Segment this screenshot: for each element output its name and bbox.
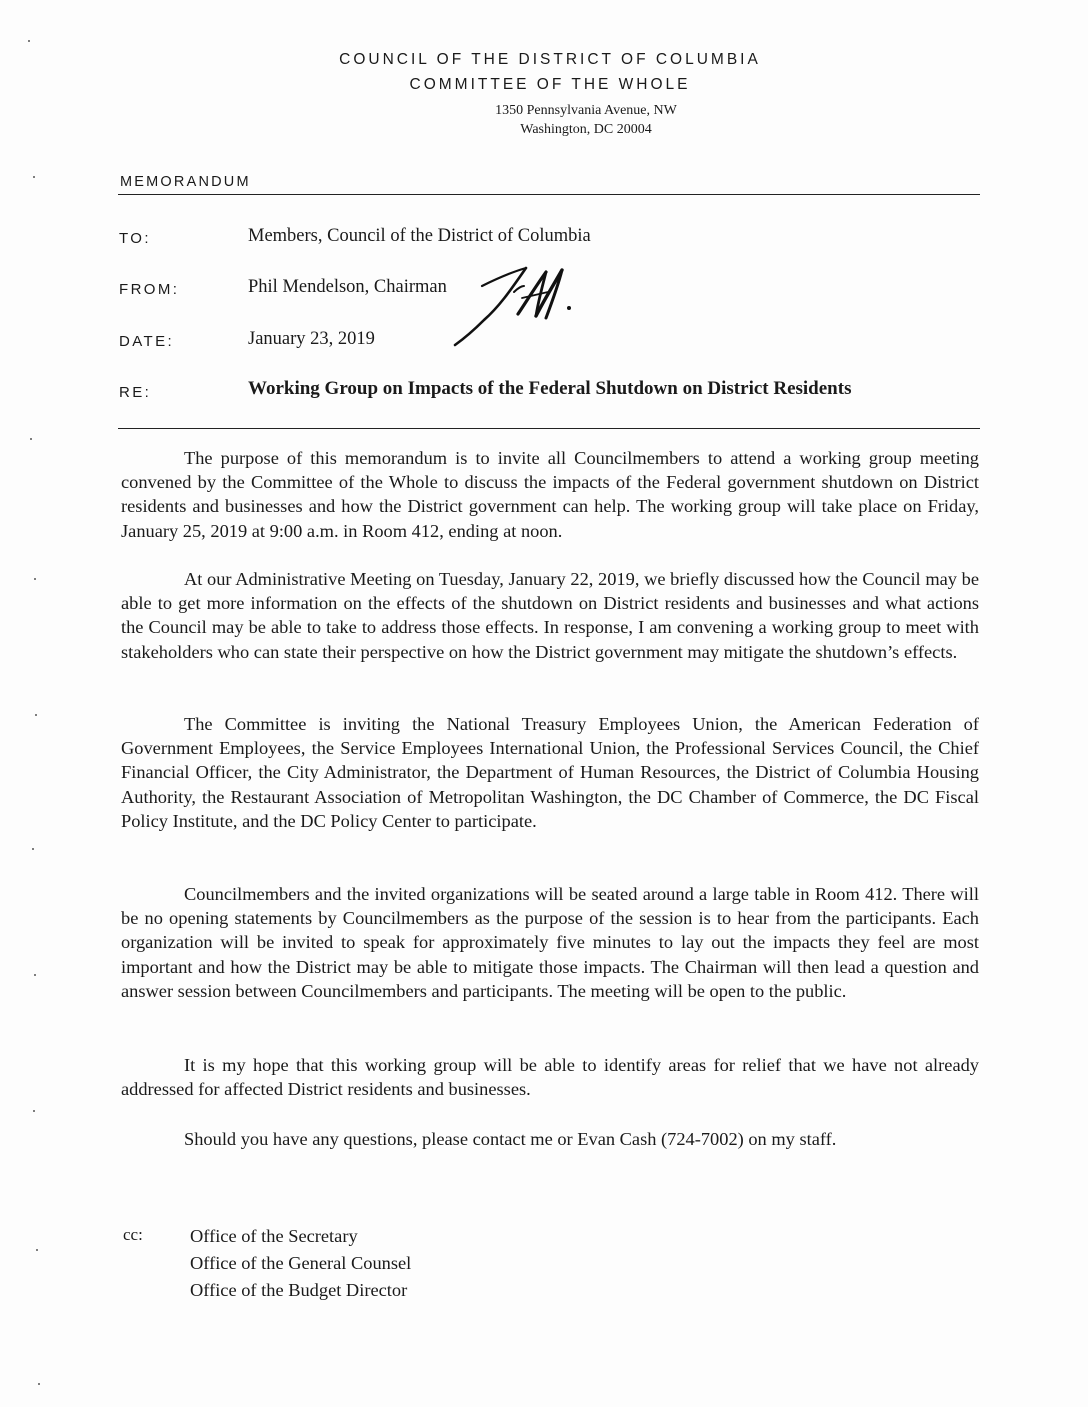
re-label: RE: — [119, 384, 152, 401]
date-label: DATE: — [119, 333, 175, 350]
cc-recipient: Office of the General Counsel — [190, 1253, 412, 1273]
body-paragraph-hope: It is my hope that this working group will be able to identify areas for relief that we have not already addressed for affected District residents and businesses. — [121, 1055, 979, 1100]
date-value: January 23, 2019 — [248, 329, 375, 349]
body-paragraph-format: Councilmembers and the invited organizations will be seated around a large table in Room 412. There will be no opening statements by Councilmembers as the purpose of the session is to hear from the participants. Each organization will be invited to speak for approximately five minutes to lay out the impacts they feel are most important and how the District may be able to mitigate those impacts. The Chairman will then lead a question and answer session between Councilmembers and participants. The meeting will be open to the public. — [121, 884, 979, 1001]
to-value: Members, Council of the District of Columbia — [248, 226, 591, 246]
chairman-signature — [452, 258, 582, 348]
body-paragraph-background: At our Administrative Meeting on Tuesday, January 22, 2019, we briefly discussed how the Council may be able to get more information on the effects of the shutdown on District residents and businesses and what actions the Council may be able to take to address those effects. In response, I am convening a working group to meet with stakeholders who can state their perspective on how the District government may mitigate the shutdown’s effects. — [121, 569, 979, 662]
scan-speck — [33, 176, 35, 178]
letterhead-city-address: Washington, DC 20004 — [520, 122, 652, 137]
letterhead-committee-name: COMMITTEE OF THE WHOLE — [409, 76, 691, 93]
cc-recipient-list — [190, 1223, 411, 1304]
scan-speck — [32, 848, 34, 850]
to-label: TO: — [119, 230, 151, 247]
scan-speck — [34, 974, 36, 976]
body-paragraph-invitees: The Committee is inviting the National Treasury Employees Union, the American Federation of Government Employees, the Service Employees International Union, the Professional Services Council, the Chief Financial Officer, the City Administrator, the Department of Human Resources, the District of Columbia Housing Authority, the Restaurant Association of Metropolitan Washington, the DC Chamber of Commerce, the DC Fiscal Policy Institute, and the DC Policy Center to participate. — [121, 714, 979, 831]
subject-line: Working Group on Impacts of the Federal Shutdown on District Residents — [248, 378, 852, 399]
cc-recipient: Office of the Budget Director — [190, 1280, 408, 1300]
scan-speck — [34, 578, 36, 580]
from-value: Phil Mendelson, Chairman — [248, 277, 447, 297]
letterhead-street-address: 1350 Pennsylvania Avenue, NW — [495, 103, 677, 118]
scan-speck — [28, 40, 30, 42]
header-rule-top — [118, 194, 980, 195]
scan-speck — [36, 1249, 38, 1251]
scan-speck — [33, 1110, 35, 1112]
from-label: FROM: — [119, 281, 180, 298]
memo-title: MEMORANDUM — [120, 174, 251, 190]
cc-recipient: Office of the Secretary — [190, 1226, 358, 1246]
scan-speck — [35, 714, 37, 716]
scan-speck — [38, 1383, 40, 1385]
body-paragraph-purpose: The purpose of this memorandum is to invite all Councilmembers to attend a working group meeting convened by the Committee of the Whole to discuss the impacts of the Federal government shutdown on District residents and businesses and how the District government can help. The working group will take place on Friday, January 25, 2019 at 9:00 a.m. in Room 412, ending at noon. — [121, 448, 979, 541]
letterhead-council-name: COUNCIL OF THE DISTRICT OF COLUMBIA — [339, 51, 761, 68]
scan-speck — [30, 438, 32, 440]
header-rule-bottom — [118, 428, 980, 429]
cc-label: cc: — [123, 1225, 143, 1244]
body-paragraph-contact: Should you have any questions, please contact me or Evan Cash (724-7002) on my staff. — [184, 1129, 837, 1149]
